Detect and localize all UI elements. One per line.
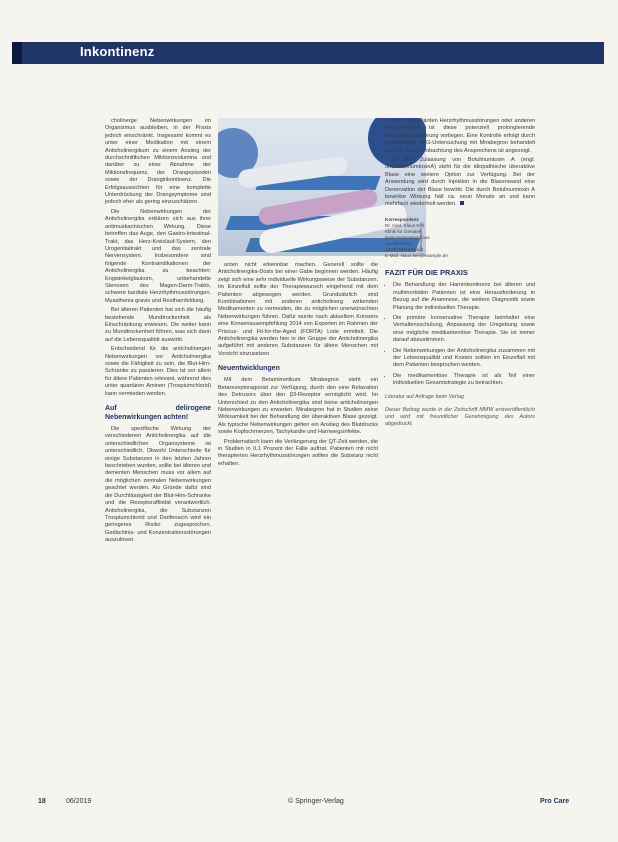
practice-summary-list <box>385 282 535 387</box>
correspondence-line: E-Mail: klaus.keil@example.de <box>385 252 448 258</box>
correspondence-line: Klinik für Geriatrie <box>385 228 422 234</box>
list-item: • Die medikamentöse Therapie ist als Teil einer individuellen Gesamtstrategie zu betrachten. <box>393 373 535 388</box>
subheading: Auf delirogene Nebenwirkungen achten! <box>105 405 211 422</box>
literature-note: Literatur auf Anfrage beim Verlag <box>385 393 465 400</box>
issue-label: 06/2019 <box>66 798 92 805</box>
section-title: Inkontinenz <box>80 44 155 59</box>
publisher-label: © Springer-Verlag <box>288 798 344 805</box>
correspondence-line: 12345 Musterstadt <box>385 246 424 252</box>
paragraph: Mit dem Betamimetikum Mirabegron steht ein Betarezeptoragonist zur Verfügung, durch den eine Relaxation des Detrusors über den β3-Rezeptor ermöglicht wird. Im Unterschied zu den Anticholinergika sind keine anticholinergen Nebenwirkungen zu erwarten. Mirabegron hat in Studien seine Wirksamkeit bei der Behandlung der überaktiven Blase gezeigt. Als typische Nebenwirkungen gelten ein Anstieg des Blutdrucks sowie Kopfschmerzen, Tachykardie und Harnwegsinfekte. <box>218 377 378 436</box>
column-3 <box>385 118 535 428</box>
paragraph: cholinerge Nebenwirkungen im Organismus ausbleiben, in der Praxis jedoch einschränkt. Insgesamt kommt es unter einer Medikation mit einem Anticholinergikum zu einem Anstieg der durchschnittlichen Miktionsvolumina und darüber zu einer Abnahme der Miktionsfrequenz, der Drangepisoden sowie der Dranginkontinenz. Die Erfolgsaussichten für eine komplette Unterdrückung der Drangsymptome sind jedoch eher als gering einzuschätzen. <box>105 118 211 206</box>
copyright-note: Dieser Beitrag wurde in der Zeitschrift MMW erstveröffentlicht und wird mit freundlicher Genehmigung des Autors abgedruckt. <box>385 406 535 427</box>
column-1 <box>105 118 211 547</box>
page-number: 18 <box>38 798 46 805</box>
correspondence-line: Dr. med. Klaus Keil <box>385 222 425 228</box>
paragraph: Die Nebenwirkungen der Anticholinergika erklären sich aus ihrer antimuskarinischen Wirkung. Diese betreffen das Auge, den Gastro-Intestinal-Trakt, das Herz-Kreislauf-System, den Urogenitaltrakt und das zentrale Nervensystem. Insbesondere sind folgende Kontraindikationen der Anticholinergika zu beachten: Engwinkelglaukom, unbehandelte Stenosen des Magen-Darm-Trakts, schwere kardiale Herzrhythmusstörungen, Myasthenia gravis und Restharnbildung. <box>105 208 211 304</box>
practice-summary-title: FAZIT FÜR DIE PRAXIS <box>385 267 468 277</box>
magazine-name: Pro Care <box>540 798 570 805</box>
paragraph: Die spezifische Wirkung der verschiedenen Anticholinergika auf die unterschiedlichen Organsysteme ist unterschiedlich. Obwohl Unterschiede für einige Substanzen in den letzten Jahren beschrieben wurden, sollte bei älteren und dementen Menschen muss vor allem auf die möglichen zentralen Nebenwirkungen geachtet werden. Als Gründe dafür sind die Durchlässigkeit der Blut-Hirn-Schranke und die Rezeptoraffinität verantwortlich. Anticholinergika, die Substanzen Trospiumchlorid und Darifenacin wird ein geringeres Risiko zugesprochen, Gedächtnis- und Konzentrationsstörungen auszulösen. <box>105 426 211 544</box>
list-item: • Die primäre konservative Therapie beinhaltet eine Verhaltensschulung, Anpassung der Umgebung sowie eine mögliche medikamentöse Therapie. Sie ist immer darauf abzustimmen. <box>393 315 535 345</box>
correspondence-label: Korrespondenz <box>385 216 419 222</box>
section-header-marker <box>12 42 22 64</box>
photo-credit: © Jupiterimages <box>419 220 424 252</box>
correspondence-line: Jacobistraße <box>385 240 412 246</box>
subheading: Neuentwicklungen <box>218 365 280 373</box>
paragraph <box>385 157 535 209</box>
column-2 <box>218 262 378 470</box>
correspondence-line: Seniorenkrankenhaus <box>385 234 430 240</box>
paragraph-text: Mit der Zulassung von Botulinumtoxin A (engl. onabotulinumtoxinA) steht für die idiopathische überaktive Blase eine weitere Option zur Verfügung. Bei der Anwendung wird durch Injektion in die Blasenwand eine Denervation der Blase bewirkt. Die durch Botulinumtoxin A bewirkte Wirkung hält ca. neun Monate an und kann mehrfach wiederholt werden. <box>385 157 535 208</box>
paragraph: unten nicht erkennbar machen. Generell sollte die Anticholinergika-Dosis bei einer Gabe beginnen werden. Häufig zeigt sich eine sehr individuelle Wirkungsweise der Substanzen. Im Einzelfall sollte der Therapiewunsch eingehend mit dem Patienten abgewogen werden. Grundsätzlich sind Kombinationen mit anderen anticholinerg wirkenden Medikamenten zu vermeiden, die zu möglichen unerwünschten Nebenwirkungen führen. Dafür wurde nach aktuellem Konsens eine Konsensusempfehlung 2014 von Experten im Rahmen der Priscus- und Fit-for-the-Aged (FORTA) Liste ermittelt. Die Anticholinergika werden hier in der Gruppe der Anticholinergika aufgeführt mit anderen Substanzen für ältere Menschen mit Vorsicht einzusetzen. <box>218 262 378 357</box>
end-of-article-icon <box>460 201 464 205</box>
paragraph: mern, tachykarden Herzrhythmusstörungen oder anderen Risikofaktoren ist diese potenziell prolongierende Herzrhythmusstörung vorliegen. Eine Kontrolle erfolgt durch regelmäßige EKG-Untersuchung mit Mirabegron behandelt werden. Eine Beobachtung des Ansprechens ist angezeigt. <box>385 118 535 154</box>
paragraph: Bei älteren Patienten hat sich die häufig bestehende Mundtrockenheit als Einschränkung erwiesen. Die weiter kann zu Mundtrockenheit führen, was sich dann auf die Lebensqualität auswirkt. <box>105 307 211 343</box>
paragraph: Entscheidend für die anticholinergen Nebenwirkungen vor Anticholinergika sowie die Fähigkeit zu sein, die Blut-Hirn-Schranke zu passieren. Dies ist vor allem für ältere Patienten relevant, während dies unter quartären Aminen (Trospiumchlorid) kann vermieden werden. <box>105 346 211 397</box>
list-item: • Die Behandlung der Harninkontinenz bei älteren und multimorbiden Patienten ist eine Herausforderung in Bezug auf die Anamnese, die weitere Diagnostik sowie Planung der individuellen Therapie. <box>393 282 535 312</box>
list-item: • Die Nebenwirkungen der Anticholinergika zusammen mit der Lebensqualität und Kosten sollten im Einzelfall mit dem Patienten besprochen werden. <box>393 348 535 370</box>
correspondence-block <box>385 217 535 259</box>
paragraph: Problematisch kann die Verlängerung der QT-Zeit werden, die in Studien in 0,1 Prozent der Fälle auftrat. Patienten mit nicht therapierten Herzrhythmusstörungen sollten die Substanz nicht erhalten. <box>218 438 378 467</box>
